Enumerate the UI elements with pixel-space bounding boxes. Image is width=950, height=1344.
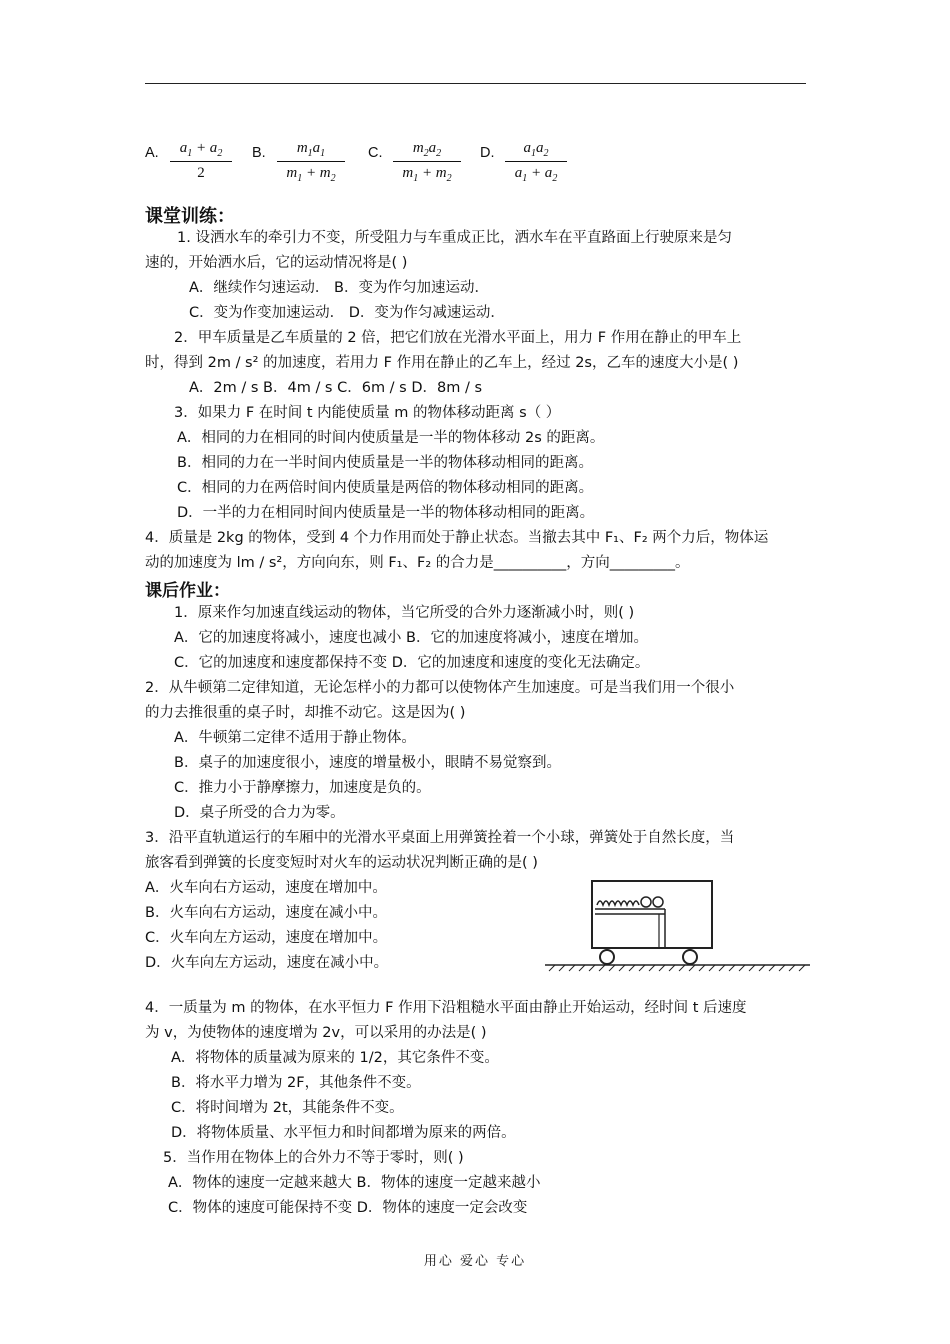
option-c-label: C.	[368, 145, 383, 161]
question-line: 4．一质量为 m 的物体，在水平恒力 F 作用下沿粗糙水平面由静止开始运动，经时间 t 后速度	[145, 1000, 747, 1016]
option-line: A．将物体的质量减为原来的 1/2，其它条件不变。	[171, 1050, 499, 1066]
question-line: 3．如果力 F 在时间 t 内能使质量 m 的物体移动距离 s（ ）	[174, 405, 561, 421]
option-line: C．推力小于静摩擦力，加速度是负的。	[174, 780, 431, 796]
option-line: D．一半的力在相同时间内使质量是一半的物体移动相同的距离。	[177, 505, 595, 521]
option-d-fraction: $\frac{a_1a_2}{a_1 + a_2}$	[505, 140, 567, 184]
train-car-figure	[545, 877, 810, 972]
question-line: 动的加速度为 lm / s²，方向向东，则 F₁、F₂ 的合力是__________，方向_________。	[145, 555, 690, 571]
option-line: C．物体的速度可能保持不变 D．物体的速度一定会改变	[168, 1200, 528, 1216]
option-line: D．火车向左方运动，速度在减小中。	[145, 955, 389, 971]
question-line: 的力去推很重的桌子时，却推不动它。这是因为( )	[145, 705, 466, 721]
question-line: 5．当作用在物体上的合外力不等于零时，则( )	[163, 1150, 464, 1166]
option-line: C．火车向左方运动，速度在增加中。	[145, 930, 388, 946]
option-line: B．相同的力在一半时间内使质量是一半的物体移动相同的距离。	[177, 455, 593, 471]
option-line: C．相同的力在两倍时间内使质量是两倍的物体移动相同的距离。	[177, 480, 594, 496]
option-line: A．继续作匀速运动． B．变为作匀加速运动．	[189, 280, 489, 296]
question-line: 3．沿平直轨道运行的车厢中的光滑水平桌面上用弹簧拴着一个小球，弹簧处于自然长度，当	[145, 830, 735, 846]
question-line: 1. 设洒水车的牵引力不变，所受阻力与车重成正比，洒水车在平直路面上行驶原来是匀	[177, 230, 732, 246]
page-footer: 用心 爱心 专心	[423, 1254, 527, 1269]
option-line: C．它的加速度和速度都保持不变 D．它的加速度和速度的变化无法确定。	[174, 655, 650, 671]
option-line: B．将水平力增为 2F，其他条件不变。	[171, 1075, 421, 1091]
option-line: A．牛顿第二定律不适用于静止物体。	[174, 730, 416, 746]
option-line: A．物体的速度一定越来越大 B．物体的速度一定越来越小	[168, 1175, 541, 1191]
option-line: D．桌子所受的合力为零。	[174, 805, 345, 821]
question-line: 4．质量是 2kg 的物体，受到 4 个力作用而处于静止状态。当撤去其中 F₁、F₂ 两个力后，物体运	[145, 530, 769, 546]
option-line: B．火车向右方运动，速度在减小中。	[145, 905, 387, 921]
option-line: B．桌子的加速度很小，速度的增量极小，眼睛不易觉察到。	[174, 755, 561, 771]
option-c-fraction: $\frac{m_2a_2}{m_1 + m_2}$	[393, 140, 461, 184]
option-line: A．2m / s B．4m / s C．6m / s D．8m / s	[189, 380, 483, 396]
question-line: 2．从牛顿第二定律知道，无论怎样小的力都可以使物体产生加速度。可是当我们用一个很小	[145, 680, 735, 696]
option-b-label: B.	[252, 145, 266, 161]
question-line: 为 v，为使物体的速度增为 2v，可以采用的办法是( )	[145, 1025, 487, 1041]
option-line: A．它的加速度将减小，速度也减小 B．它的加速度将减小，速度在增加。	[174, 630, 648, 646]
question-line: 速的，开始洒水后，它的运动情况将是( )	[145, 255, 408, 271]
option-a-label: A.	[145, 145, 159, 161]
option-a-fraction: $\frac{a_1 + a_2}{2}$	[170, 140, 232, 182]
question-line: 2．甲车质量是乙车质量的 2 倍，把它们放在光滑水平面上，用力 F 作用在静止的甲车上	[174, 330, 742, 346]
option-line: D．将物体质量、水平恒力和时间都增为原来的两倍。	[171, 1125, 516, 1141]
option-line: C．将时间增为 2t，其能条件不变。	[171, 1100, 404, 1116]
option-b-fraction: $\frac{m_1a_1}{m_1 + m_2}$	[277, 140, 345, 184]
option-line: A．相同的力在相同的时间内使质量是一半的物体移动 2s 的距离。	[177, 430, 605, 446]
question-line: 时，得到 2m / s² 的加速度，若用力 F 作用在静止的乙车上，经过 2s，乙车的速度大小是( )	[145, 355, 739, 371]
section-heading-classroom: 课堂训练：	[145, 206, 235, 227]
question-line: 1．原来作匀加速直线运动的物体，当它所受的合外力逐渐减小时，则( )	[174, 605, 635, 621]
header-rule	[145, 83, 806, 84]
option-d-label: D.	[480, 145, 495, 161]
option-line: A．火车向右方运动，速度在增加中。	[145, 880, 387, 896]
option-line: C．变为作变加速运动． D．变为作匀减速运动．	[189, 305, 505, 321]
question-line: 旅客看到弹簧的长度变短时对火车的运动状况判断正确的是( )	[145, 855, 538, 871]
section-heading-homework: 课后作业：	[145, 581, 230, 601]
